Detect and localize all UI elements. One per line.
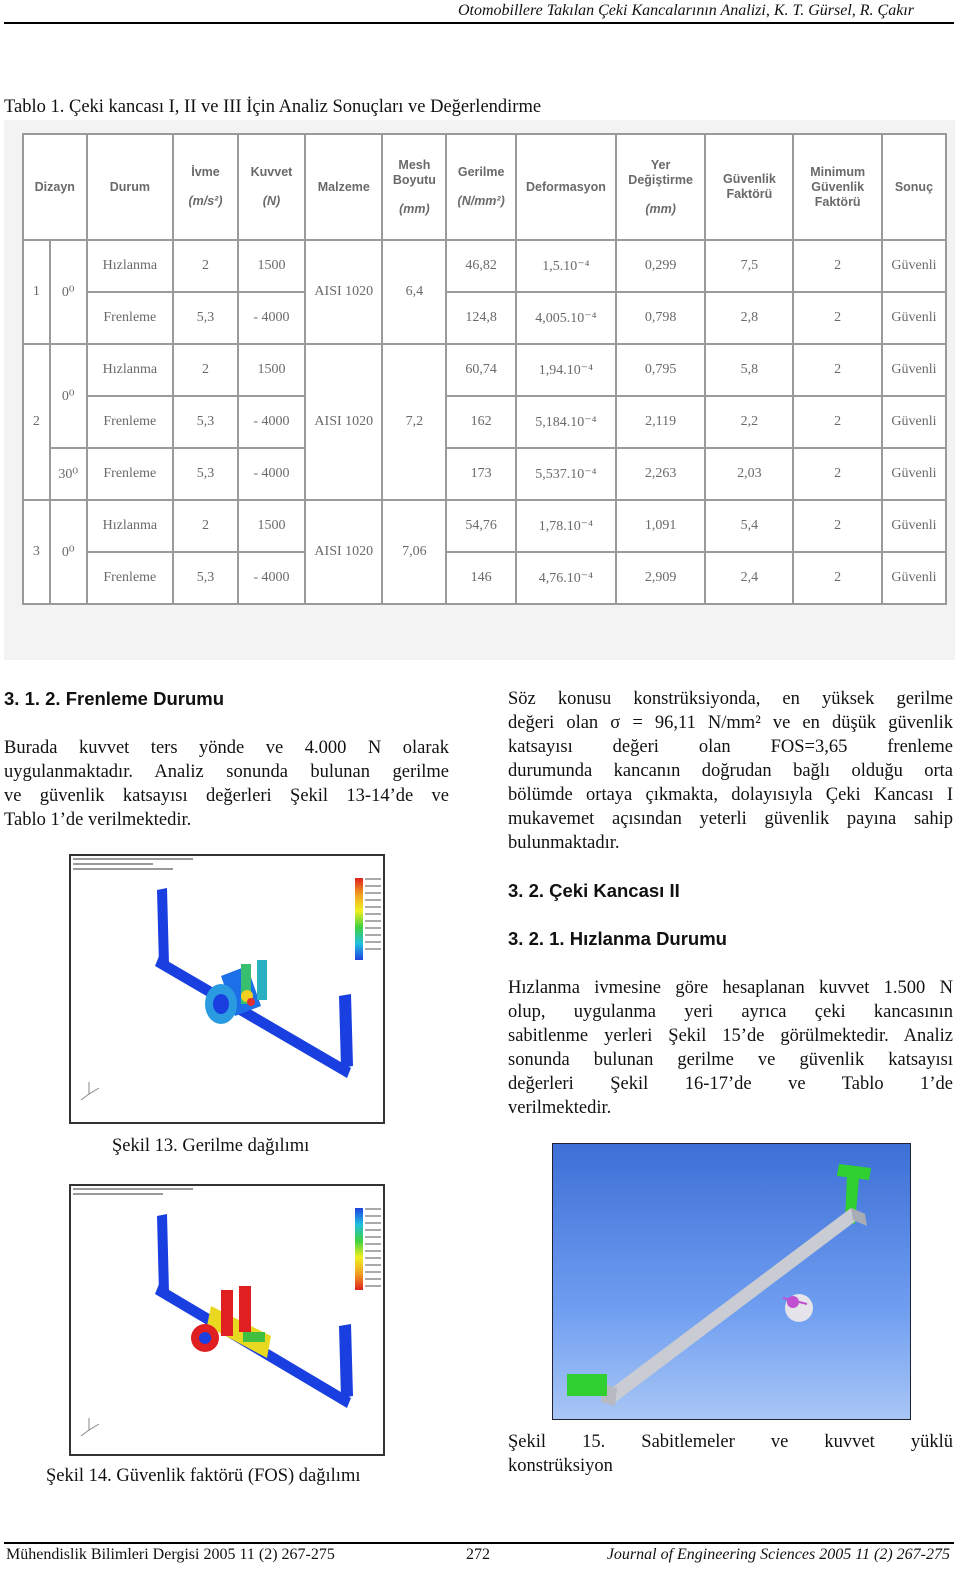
mesh-cell: 7,06 [382,500,446,604]
column-header [238,134,305,240]
running-header [0,0,960,24]
min-safety-factor-cell: 2 [793,500,881,552]
table-row [23,500,946,552]
deformation-cell: 4,005.10⁻⁴ [516,292,616,344]
column-header [446,134,516,240]
safety-factor-cell: 2,4 [705,552,793,604]
figure-13-stress-plot [69,854,385,1124]
force-cell: 1500 [238,240,305,292]
accel-cell: 5,3 [173,396,238,448]
material-cell: AISI 1020 [305,500,382,604]
figure-14-fos-plot [69,1184,385,1456]
force-cell: - 4000 [238,448,305,500]
stress-cell: 60,74 [446,344,516,396]
deformation-cell: 1,5.10⁻⁴ [516,240,616,292]
paragraph-line: değeri olan σ = 96,11 N/mm² ve en düşük güvenlik [508,713,953,733]
table-row [23,552,946,604]
min-safety-factor-cell: 2 [793,344,881,396]
column-header-unit: (N) [262,194,281,208]
stress-cell: 46,82 [446,240,516,292]
angle-cell: 0⁰ [50,240,87,344]
force-cell: - 4000 [238,292,305,344]
footer-journal-tr: Mühendislik Bilimleri Dergisi 2005 11 (2) 267-275 [6,1546,335,1563]
section-title-frenleme: 3. 1. 2. Frenleme Durumu [4,688,225,709]
column-header [23,134,87,240]
paragraph-line: sonunda bulunan gerilme ve güvenlik katsayısı [508,1050,953,1070]
deformation-cell: 5,184.10⁻⁴ [516,396,616,448]
displacement-cell: 0,299 [616,240,705,292]
table-row [23,292,946,344]
accel-cell: 5,3 [173,292,238,344]
table-caption: Tablo 1. Çeki kancası I, II ve III İçin Analiz Sonuçları ve Değerlendirme [4,97,542,117]
paragraph-line: olup, uygulanma yeri ayrıca çeki kancasının [508,1002,953,1022]
column-header-unit: (m/s²) [188,194,223,208]
column-header [382,134,446,240]
state-cell: Frenleme [87,448,174,500]
min-safety-factor-cell: 2 [793,240,881,292]
result-cell: Güvenli [882,344,946,396]
header-rule [4,22,954,24]
paragraph-line: sabitlenme yerleri Şekil 15’de görülmektedir. Analiz [508,1026,953,1046]
min-safety-factor-cell: 2 [793,448,881,500]
column-header-name: Minimum Güvenlik Faktörü [810,164,866,209]
material-cell: AISI 1020 [305,240,382,344]
min-safety-factor-cell: 2 [793,396,881,448]
column-header [705,134,793,240]
paragraph-line: ve güvenlik katsayısı değerleri Şekil 13-14’de ve [4,786,449,806]
displacement-cell: 1,091 [616,500,705,552]
footer-journal-en: Journal of Engineering Sciences 2005 11 (2) 267-275 [606,1546,950,1563]
state-cell: Hızlanma [87,344,174,396]
result-cell: Güvenli [882,448,946,500]
accel-cell: 5,3 [173,552,238,604]
column-header-name: Dizayn [34,179,75,194]
angle-cell: 30⁰ [50,448,87,500]
paragraph-line: Tablo 1’de verilmektedir. [4,810,192,830]
paragraph-line: Söz konusu konstrüksiyonda, en yüksek gerilme [508,689,953,709]
design-cell: 2 [23,344,50,500]
accel-cell: 5,3 [173,448,238,500]
column-header-unit: (mm) [399,201,430,216]
state-cell: Frenleme [87,552,174,604]
deformation-cell: 4,76.10⁻⁴ [516,552,616,604]
accel-cell: 2 [173,240,238,292]
accel-cell: 2 [173,344,238,396]
tow-hook-render [553,1144,910,1419]
result-cell: Güvenli [882,552,946,604]
subsection-title-hizlanma: 3. 2. 1. Hızlanma Durumu [508,928,727,949]
column-header-name: Malzeme [317,179,370,194]
column-header-name: Kuvvet [250,165,293,179]
column-header [793,134,881,240]
state-cell: Frenleme [87,396,174,448]
column-header [516,134,616,240]
column-header [87,134,174,240]
result-cell: Güvenli [882,240,946,292]
paragraph-line: durumunda kancanın doğrudan bağlı olduğu orta [508,761,953,781]
header-text: Otomobillere Takılan Çeki Kancalarının Analizi, K. T. Gürsel, R. Çakır [457,2,914,19]
right-paragraph-1 [508,687,953,855]
result-cell: Güvenli [882,292,946,344]
paragraph-line: Şekil 15. Sabitlemeler ve kuvvet yüklü [508,1432,953,1452]
safety-factor-cell: 2,2 [705,396,793,448]
displacement-cell: 0,795 [616,344,705,396]
table-row [23,240,946,292]
paragraph-line: Hızlanma ivmesine göre hesaplanan kuvvet 1.500 N [508,978,953,998]
safety-factor-cell: 2,03 [705,448,793,500]
mesh-cell: 7,2 [382,344,446,500]
stress-cell: 54,76 [446,500,516,552]
table-row [23,396,946,448]
deformation-cell: 1,94.10⁻⁴ [516,344,616,396]
stress-model-drawing [71,856,383,1122]
page-number: 272 [466,1546,490,1563]
table-row [23,344,946,396]
figure-15-model-render [552,1143,911,1420]
paragraph-line: konstrüksiyon [508,1456,613,1476]
safety-factor-cell: 7,5 [705,240,793,292]
state-cell: Frenleme [87,292,174,344]
displacement-cell: 2,119 [616,396,705,448]
column-header-name: Durum [109,179,150,194]
paragraph-line: değerleri Şekil 16-17’de ve Tablo 1’de [508,1074,953,1094]
left-paragraph [4,736,449,832]
right-paragraph-2 [508,976,953,1120]
min-safety-factor-cell: 2 [793,552,881,604]
design-cell: 3 [23,500,50,604]
figure-14-caption: Şekil 14. Güvenlik faktörü (FOS) dağılımı [46,1466,361,1486]
force-cell: 1500 [238,344,305,396]
paragraph-line: bulunmaktadır. [508,833,620,853]
table-row [23,448,946,500]
paragraph-line: mukavemet açısından yeterli güvenlik payına sahip [508,809,953,829]
state-cell: Hızlanma [87,240,174,292]
stress-cell: 173 [446,448,516,500]
column-header [173,134,238,240]
state-cell: Hızlanma [87,500,174,552]
force-cell: - 4000 [238,396,305,448]
force-cell: 1500 [238,500,305,552]
column-header-name: Sonuç [894,179,934,194]
paragraph-line: uygulanmaktadır. Analiz sonunda bulunan gerilme [4,762,449,782]
accel-cell: 2 [173,500,238,552]
force-cell: - 4000 [238,552,305,604]
results-table [22,133,947,605]
safety-factor-cell: 2,8 [705,292,793,344]
section-title-kanca-2: 3. 2. Çeki Kancası II [508,880,680,901]
displacement-cell: 2,263 [616,448,705,500]
safety-factor-cell: 5,4 [705,500,793,552]
paragraph-line: Burada kuvvet ters yönde ve 4.000 N olarak [4,738,449,758]
column-header-name: Yer Değiştirme [628,157,693,187]
deformation-cell: 1,78.10⁻⁴ [516,500,616,552]
displacement-cell: 2,909 [616,552,705,604]
column-header-name: Mesh Boyutu [392,157,436,187]
paragraph-line: katsayısı değeri olan FOS=3,65 frenleme [508,737,953,757]
angle-cell: 0⁰ [50,344,87,448]
footer-rule [4,1542,954,1544]
paragraph-line: verilmektedir. [508,1098,612,1118]
figure-13-caption: Şekil 13. Gerilme dağılımı [112,1136,310,1156]
stress-cell: 124,8 [446,292,516,344]
paragraph-line: bölümde ortaya çıkmakta, dolayısıyla Çeki Kancası I [508,785,953,805]
column-header [616,134,705,240]
results-table-image [4,120,955,660]
result-cell: Güvenli [882,500,946,552]
mesh-cell: 6,4 [382,240,446,344]
page-footer [0,1542,960,1570]
material-cell: AISI 1020 [305,344,382,500]
deformation-cell: 5,537.10⁻⁴ [516,448,616,500]
column-header-name: Deformasyon [525,179,606,194]
column-header [882,134,946,240]
column-header-name: Gerilme [457,165,505,179]
figure-15-caption [508,1430,953,1478]
fos-model-drawing [71,1186,383,1454]
displacement-cell: 0,798 [616,292,705,344]
column-header-name: Güvenlik Faktörü [722,172,776,201]
stress-cell: 146 [446,552,516,604]
column-header [305,134,382,240]
safety-factor-cell: 5,8 [705,344,793,396]
table-header-row [23,134,946,240]
min-safety-factor-cell: 2 [793,292,881,344]
column-header-name: İvme [191,165,220,179]
design-cell: 1 [23,240,50,344]
column-header-unit: (mm) [645,201,676,216]
angle-cell: 0⁰ [50,500,87,604]
result-cell: Güvenli [882,396,946,448]
column-header-unit: (N/mm²) [457,194,505,208]
stress-cell: 162 [446,396,516,448]
